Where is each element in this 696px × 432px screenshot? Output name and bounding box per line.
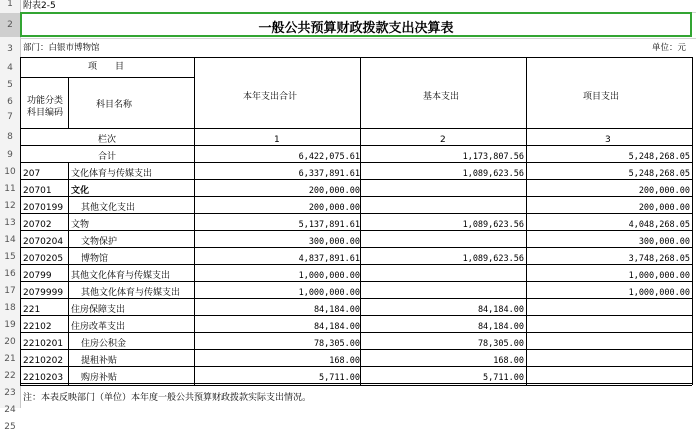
row-subject-name[interactable]: 住房公积金	[81, 339, 127, 349]
row-project[interactable]: 4,048,268.05	[628, 220, 690, 230]
row-number[interactable]: 16	[4, 269, 16, 279]
row-basic[interactable]: 84,184.00	[477, 322, 524, 332]
row-subject-name[interactable]: 其他文化体育与传媒支出	[81, 288, 181, 298]
row-total[interactable]: 5,711.00	[319, 373, 360, 383]
row-code[interactable]: 2079999	[23, 288, 64, 298]
row-code[interactable]: 2210202	[23, 356, 64, 366]
row-number[interactable]: 25	[4, 422, 16, 432]
grid-line	[20, 349, 692, 350]
grid-line	[20, 383, 692, 384]
row-number[interactable]: 20	[4, 337, 16, 347]
row-total[interactable]: 84,184.00	[313, 305, 360, 315]
row-basic[interactable]: 1,089,623.56	[462, 169, 524, 179]
grid-line	[20, 366, 692, 367]
row-total[interactable]: 84,184.00	[313, 322, 360, 332]
row-code[interactable]: 2070205	[23, 254, 64, 264]
grid-line	[20, 179, 692, 180]
column-number-2: 2	[440, 135, 446, 145]
appendix-label: 附表2-5	[23, 1, 56, 11]
header-basic-expenditure: 基本支出	[423, 92, 460, 102]
grid-line	[20, 264, 692, 265]
grid-line	[20, 213, 692, 214]
grid-line	[360, 57, 361, 385]
lanci-label: 栏次	[98, 135, 117, 145]
grid-line	[20, 145, 692, 146]
row-total[interactable]: 5,137,891.61	[298, 220, 360, 230]
row-code[interactable]: 2210203	[23, 373, 64, 383]
row-subject-name[interactable]: 文化	[71, 186, 90, 196]
unit-label: 单位：元	[652, 43, 687, 53]
row-number[interactable]: 9	[7, 150, 13, 160]
total-amount[interactable]: 6,422,075.61	[298, 152, 360, 162]
header-total-expenditure: 本年支出合计	[243, 92, 298, 102]
grid-line	[526, 57, 527, 385]
row-code[interactable]: 20799	[23, 271, 52, 281]
header-project-expenditure: 项目支出	[583, 92, 620, 102]
row-basic[interactable]: 5,711.00	[483, 373, 524, 383]
row-number[interactable]: 1	[7, 0, 13, 9]
grid-line	[20, 196, 692, 197]
grid-line	[68, 162, 69, 385]
grid-line	[692, 57, 693, 385]
row-total[interactable]: 1,000,000.00	[298, 288, 360, 298]
row-number[interactable]: 5	[7, 80, 13, 90]
grid-line	[194, 57, 195, 385]
row-project[interactable]: 1,000,000.00	[628, 271, 690, 281]
row-code[interactable]: 20701	[23, 186, 52, 196]
grid-line	[20, 57, 692, 58]
grid-line	[20, 230, 692, 231]
row-project[interactable]: 1,000,000.00	[628, 288, 690, 298]
row-basic[interactable]: 1,089,623.56	[462, 220, 524, 230]
grid-line	[20, 332, 692, 333]
row-subject-name[interactable]: 购房补贴	[81, 373, 118, 383]
header-subject-name: 科目名称	[96, 100, 133, 110]
row-number[interactable]: 4	[7, 63, 13, 73]
row-number[interactable]: 18	[4, 303, 16, 313]
row-number[interactable]: 14	[4, 235, 16, 245]
grid-line	[20, 298, 692, 299]
grid-line	[20, 281, 692, 282]
row-subject-name[interactable]: 其他文化体育与传媒支出	[71, 271, 171, 281]
row-number[interactable]: 11	[4, 184, 16, 194]
row-project[interactable]: 300,000.00	[638, 237, 690, 247]
row-number[interactable]: 12	[4, 201, 16, 211]
row-subject-name[interactable]: 文化体育与传媒支出	[71, 169, 153, 179]
row-number[interactable]: 10	[4, 167, 16, 177]
page-title: 一般公共预算财政拨款支出决算表	[258, 21, 454, 36]
row-subject-name[interactable]: 提租补贴	[81, 356, 118, 366]
row-total[interactable]: 6,337,891.61	[298, 169, 360, 179]
row-total[interactable]: 4,837,891.61	[298, 254, 360, 264]
row-number[interactable]: 7	[7, 112, 13, 122]
row-basic[interactable]: 84,184.00	[477, 305, 524, 315]
row-subject-name[interactable]: 文物保护	[81, 237, 118, 247]
column-number-1: 1	[274, 135, 280, 145]
row-code[interactable]: 2070204	[23, 237, 64, 247]
row-code[interactable]: 22102	[23, 322, 52, 332]
total-label: 合计	[98, 152, 117, 162]
row-number[interactable]: 6	[7, 97, 13, 107]
grid-line	[20, 315, 692, 316]
grid-line	[20, 38, 696, 39]
row-subject-name[interactable]: 住房改革支出	[71, 322, 126, 332]
row-project[interactable]: 200,000.00	[638, 186, 690, 196]
row-subject-name[interactable]: 其他文化支出	[81, 203, 136, 213]
row-number[interactable]: 15	[4, 252, 16, 262]
grid-line	[20, 128, 692, 129]
column-number-3: 3	[605, 135, 611, 145]
grid-line	[20, 77, 194, 78]
row-number[interactable]: 2	[7, 20, 13, 30]
row-project[interactable]: 200,000.00	[638, 203, 690, 213]
row-number[interactable]: 8	[7, 132, 13, 142]
row-subject-name[interactable]: 住房保障支出	[71, 305, 126, 315]
row-number[interactable]: 22	[4, 371, 16, 381]
row-subject-name[interactable]: 文物	[71, 220, 90, 230]
row-total[interactable]: 200,000.00	[308, 203, 360, 213]
row-total[interactable]: 200,000.00	[308, 186, 360, 196]
row-total[interactable]: 78,305.00	[313, 339, 360, 349]
row-number[interactable]: 3	[7, 44, 13, 54]
row-code[interactable]: 20702	[23, 220, 52, 230]
row-basic[interactable]: 168.00	[493, 356, 524, 366]
row-number[interactable]: 17	[4, 286, 16, 296]
row-number[interactable]: 13	[4, 218, 16, 228]
grid-line	[20, 385, 692, 386]
grid-line	[20, 57, 21, 385]
row-subject-name[interactable]: 博物馆	[81, 254, 109, 264]
row-total[interactable]: 168.00	[329, 356, 360, 366]
row-number[interactable]: 21	[4, 354, 16, 364]
header-function-code: 功能分类科目编码	[26, 96, 63, 118]
row-basic[interactable]: 78,305.00	[477, 339, 524, 349]
total-project[interactable]: 5,248,268.05	[628, 152, 690, 162]
row-code[interactable]: 2070199	[23, 203, 64, 213]
row-total[interactable]: 1,000,000.00	[298, 271, 360, 281]
row-code[interactable]: 207	[23, 169, 41, 179]
row-total[interactable]: 300,000.00	[308, 237, 360, 247]
department-label: 部门：白银市博物馆	[23, 43, 100, 53]
row-project[interactable]: 3,748,268.05	[628, 254, 690, 264]
total-basic[interactable]: 1,173,807.56	[462, 152, 524, 162]
grid-line	[68, 77, 69, 128]
row-number[interactable]: 19	[4, 320, 16, 330]
header-xiangmu: 项 目	[88, 62, 125, 72]
grid-line	[20, 247, 692, 248]
row-number[interactable]: 23	[4, 388, 16, 398]
row-code[interactable]: 2210201	[23, 339, 64, 349]
footnote: 注：本表反映部门（单位）本年度一般公共预算财政拨款实际支出情况。	[23, 393, 312, 403]
row-number[interactable]: 24	[4, 405, 16, 415]
row-code[interactable]: 221	[23, 305, 41, 315]
row-basic[interactable]: 1,089,623.56	[462, 254, 524, 264]
grid-line	[20, 162, 692, 163]
row-project[interactable]: 5,248,268.05	[628, 169, 690, 179]
